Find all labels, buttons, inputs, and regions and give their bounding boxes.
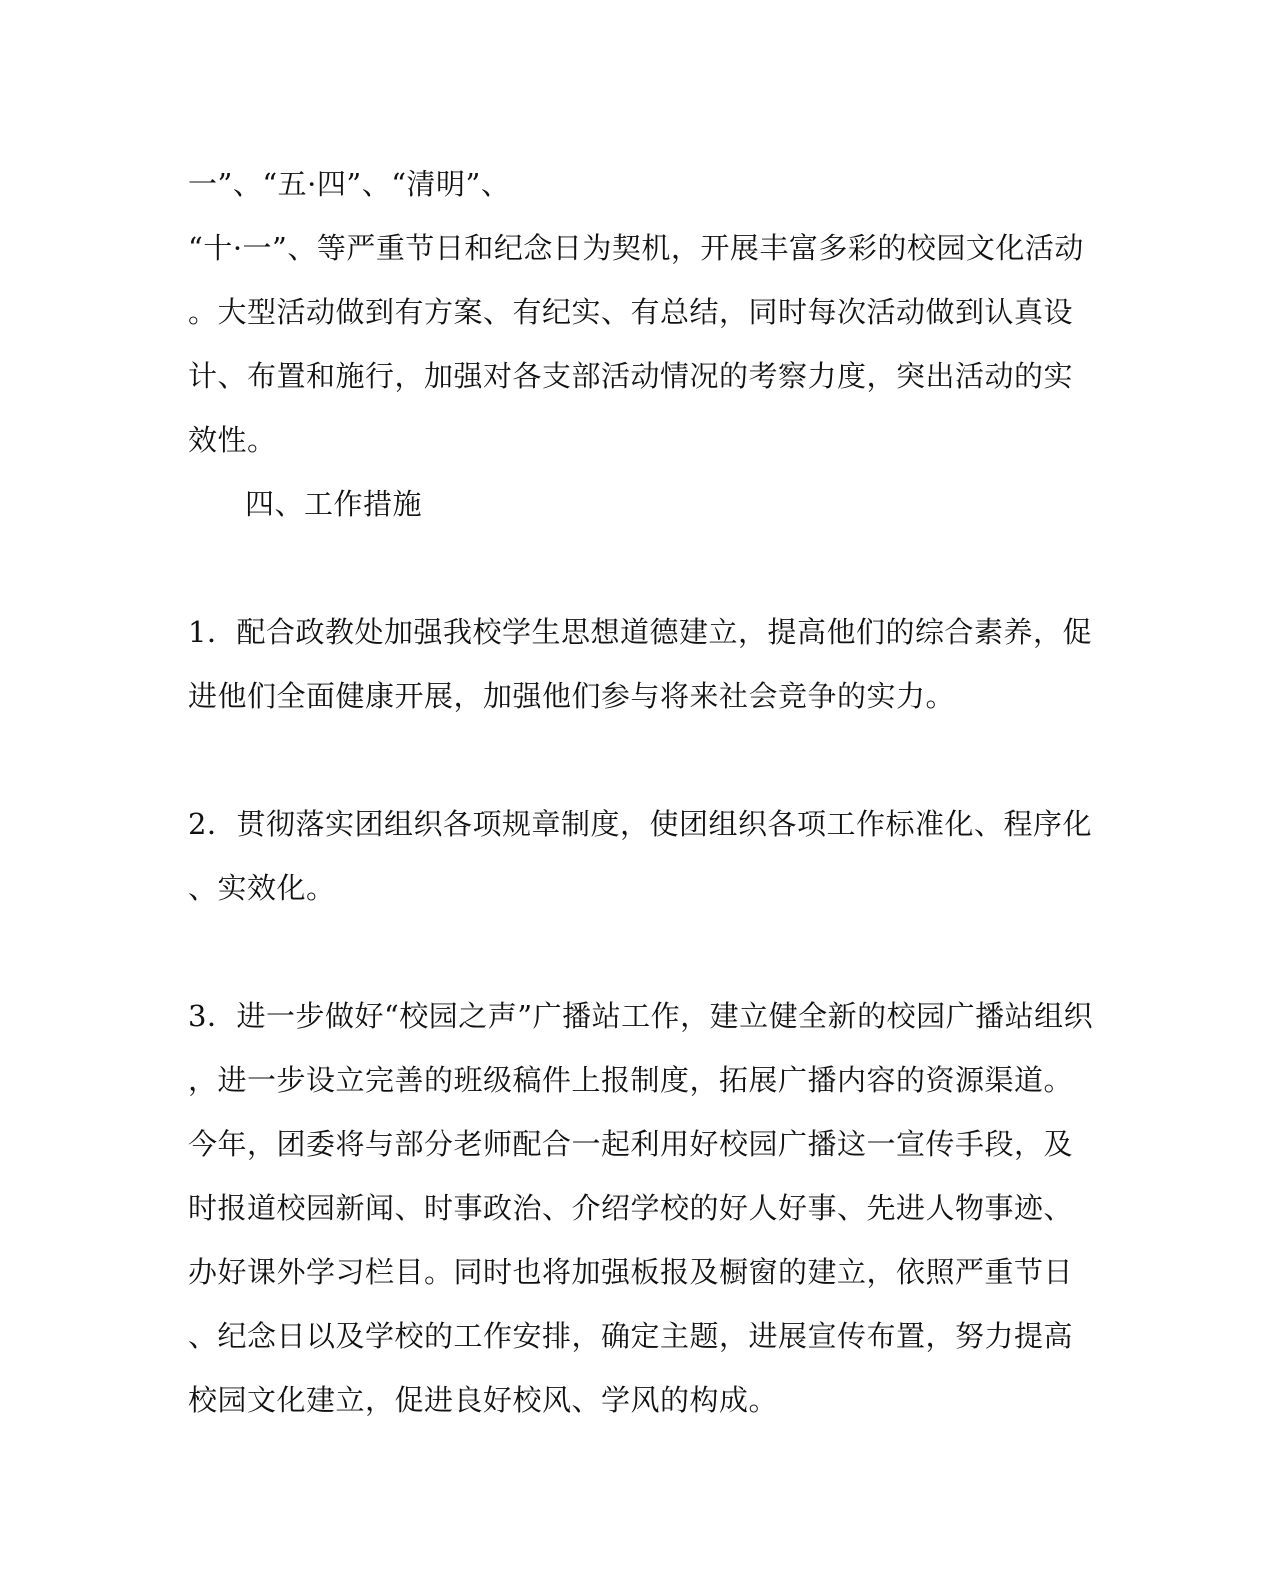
list-item-3-line-6: 、纪念日以及学校的工作安排，确定主题，进展宣传布置，努力提高 <box>188 1319 1074 1353</box>
list-item-3-line-1: 3．进一步做好“校园之声”广播站工作，建立健全新的校园广播站组织 <box>188 999 1094 1033</box>
text-line: 效性。 <box>188 423 277 457</box>
text-line: 一”、“五·四”、“清明”、 <box>188 167 511 201</box>
list-item-3-line-3: 今年，团委将与部分老师配合一起利用好校园广播这一宣传手段，及 <box>188 1127 1074 1161</box>
list-item-3-line-2: ，进一步设立完善的班级稿件上报制度，拓展广播内容的资源渠道。 <box>188 1063 1074 1097</box>
list-item-1-line-2: 进他们全面健康开展，加强他们参与将来社会竞争的实力。 <box>188 679 956 713</box>
list-item-1-line-1: 1．配合政教处加强我校学生思想道德建立，提高他们的综合素养，促 <box>188 615 1092 649</box>
text-line: 计、布置和施行，加强对各支部活动情况的考察力度，突出活动的实 <box>188 359 1074 393</box>
list-item-2-line-1: 2．贯彻落实团组织各项规章制度，使团组织各项工作标准化、程序化 <box>188 807 1092 841</box>
list-item-3-line-4: 时报道校园新闻、时事政治、介绍学校的好人好事、先进人物事迹、 <box>188 1191 1074 1225</box>
list-item-3-line-7: 校园文化建立，促进良好校风、学风的构成。 <box>188 1383 779 1417</box>
text-line: 。大型活动做到有方案、有纪实、有总结，同时每次活动做到认真设 <box>188 295 1074 329</box>
text-line: “十·一”、等严重节日和纪念日为契机，开展丰富多彩的校园文化活动 <box>188 231 1084 265</box>
section-heading: 四、工作措施 <box>245 487 423 521</box>
list-item-3-line-5: 办好课外学习栏目。同时也将加强板报及橱窗的建立，依照严重节日 <box>188 1255 1074 1289</box>
list-item-2-line-2: 、实效化。 <box>188 871 336 905</box>
